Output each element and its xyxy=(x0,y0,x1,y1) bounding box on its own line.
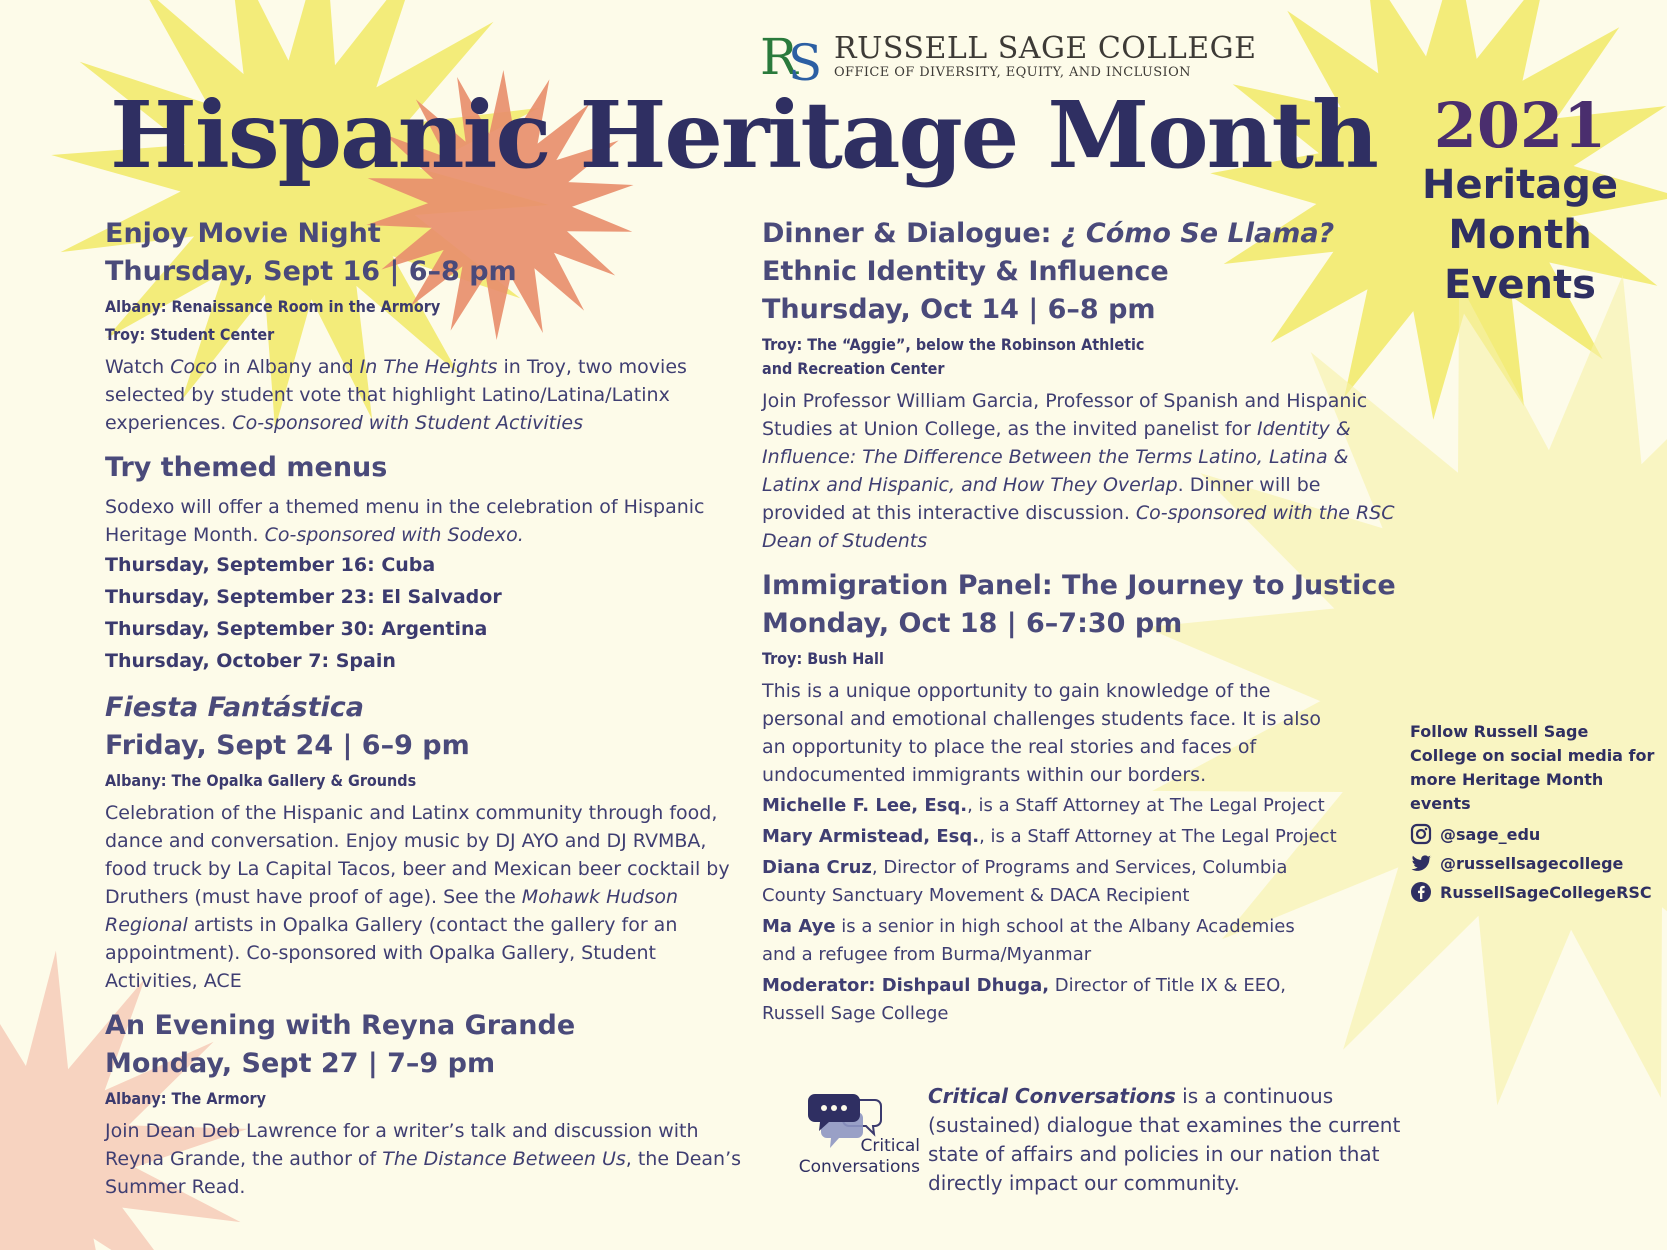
critical-conversations-logo-text xyxy=(780,1136,920,1178)
event-location: Troy: Bush Hall xyxy=(762,649,884,668)
panelist-name: Michelle F. Lee, Esq. xyxy=(762,795,968,816)
college-name: RUSSELL SAGE COLLEGE xyxy=(834,30,1257,66)
office-name: OFFICE OF DIVERSITY, EQUITY, AND INCLUSION xyxy=(834,64,1191,80)
event-date: Friday, Sept 24 | 6–9 pm xyxy=(105,730,470,761)
events-column-right xyxy=(762,215,1402,1040)
desc-text: in Troy, two movies selected by student vote that highlight Latino/Latina/Latinx experiences. xyxy=(105,356,687,434)
event-location: Albany: The Opalka Gallery & Grounds xyxy=(105,771,417,790)
event-location: Albany: The Armory xyxy=(105,1089,266,1108)
event-location: Albany: Renaissance Room in the Armory xyxy=(105,297,441,316)
panelist-role: Director of Title IX & EEO, Russell Sage College xyxy=(762,975,1286,1024)
desc-italic: In The Heights xyxy=(359,356,498,378)
panelist xyxy=(762,854,1352,910)
event-title: An Evening with Reyna Grande xyxy=(105,1010,576,1041)
events-column-left xyxy=(105,215,750,1213)
event-date: Monday, Oct 18 | 6–7:30 pm xyxy=(762,608,1183,639)
event-title: Fiesta Fantástica xyxy=(105,692,364,723)
event-date: Monday, Sept 27 | 7–9 pm xyxy=(105,1048,496,1079)
desc-text: . Dinner will be provided at this interactive discussion. xyxy=(762,474,1321,524)
panelist xyxy=(762,972,1322,1028)
logo-text xyxy=(834,30,1257,80)
college-logo xyxy=(760,28,1257,84)
desc-italic: The Distance Between Us xyxy=(382,1148,626,1170)
event-description: This is a unique opportunity to gain knowledge of the personal and emotional challenges students face. It is also an opportunity to place the real stories and faces of undocumented immigrants within our borders. xyxy=(762,680,1322,786)
desc-italic: Co-sponsored with Student Activities xyxy=(232,412,583,434)
page-title: Hispanic Heritage Month xyxy=(110,81,1377,189)
panelist xyxy=(762,823,1352,851)
desc-italic: Co-sponsored with Sodexo. xyxy=(264,524,524,546)
social-facebook[interactable] xyxy=(1410,881,1655,903)
menu-item: Thursday, September 16: Cuba xyxy=(105,554,436,576)
critical-conversations-logo xyxy=(780,1090,920,1178)
desc-italic: Identity & Influence: The Difference Between the Terms Latino, Latina & Latinx and Hispanic, and How They Overlap xyxy=(762,418,1351,496)
panelist-role: , Director of Programs and Services, Columbia County Sanctuary Movement & DACA Recipient xyxy=(762,857,1288,906)
title-italic: ¿ Cómo Se Llama? xyxy=(1060,218,1335,249)
social-twitter[interactable] xyxy=(1410,852,1655,874)
social-instagram[interactable] xyxy=(1410,823,1655,845)
badge-text: Heritage Month Events xyxy=(1422,162,1618,308)
event-description xyxy=(105,799,750,995)
twitter-handle[interactable]: @russellsagecollege xyxy=(1440,853,1624,873)
rs-monogram-icon xyxy=(760,28,824,84)
social-follow xyxy=(1410,720,1655,903)
badge-year: 2021 xyxy=(1433,89,1607,162)
panelist-name: Mary Armistead, Esq. xyxy=(762,826,980,847)
event-description xyxy=(105,353,750,437)
title-text: Dinner & Dialogue: xyxy=(762,218,1061,249)
program-name: Critical Conversations xyxy=(928,1084,1176,1108)
year-badge xyxy=(1410,89,1630,310)
desc-text: artists in Opalka Gallery (contact the gallery for an appointment). Co-sponsored with Opalka Gallery, Student Activities, ACE xyxy=(105,914,678,992)
logo-letter-r: R xyxy=(760,28,798,84)
desc-italic: Coco xyxy=(170,356,218,378)
logo-letter-s: S xyxy=(788,34,823,84)
program-desc: is a continuous (sustained) dialogue that examines the current state of affairs and policies in our nation that directly impact our community. xyxy=(928,1084,1401,1195)
desc-italic: Co-sponsored with the RSC Dean of Students xyxy=(762,502,1395,552)
desc-text: Sodexo will offer a themed menu in the celebration of Hispanic Heritage Month. xyxy=(105,496,705,546)
facebook-icon xyxy=(1410,881,1432,903)
desc-text: in Albany and xyxy=(217,356,360,378)
instagram-handle[interactable]: @sage_edu xyxy=(1440,824,1541,844)
desc-text: Watch xyxy=(105,356,171,378)
event-title xyxy=(762,215,1402,253)
menu-item: Thursday, September 30: Argentina xyxy=(105,618,488,640)
follow-text: Follow Russell Sage College on social media for more Heritage Month events xyxy=(1410,722,1655,813)
event-description xyxy=(105,493,750,549)
event-date: Thursday, Oct 14 | 6–8 pm xyxy=(762,294,1156,325)
event-themed-menus xyxy=(105,449,750,677)
desc-text: Join Dean Deb Lawrence for a writer’s talk and discussion with Reyna Grande, the author of xyxy=(105,1120,699,1170)
event-title: Try themed menus xyxy=(105,452,388,483)
event-title: Enjoy Movie Night xyxy=(105,218,381,249)
location-line: and Recreation Center xyxy=(762,359,945,378)
panelist-role: , is a Staff Attorney at The Legal Project xyxy=(979,826,1337,847)
panelist xyxy=(762,913,1322,969)
event-fiesta xyxy=(105,689,750,995)
panelist-role: is a senior in high school at the Albany Academies and a refugee from Burma/Myanmar xyxy=(762,916,1295,965)
logo-text-line: Conversations xyxy=(798,1157,920,1177)
menu-item: Thursday, October 7: Spain xyxy=(105,650,396,672)
event-date: Thursday, Sept 16 | 6–8 pm xyxy=(105,256,517,287)
logo-text-line: Critical xyxy=(860,1136,920,1156)
event-movie-night xyxy=(105,215,750,437)
event-immigration-panel xyxy=(762,567,1402,1028)
desc-text: , the Dean’s Summer Read. xyxy=(105,1148,742,1198)
panelist-name: Diana Cruz xyxy=(762,857,872,878)
panelist-name: Ma Aye xyxy=(762,916,836,937)
desc-text: Join Professor William Garcia, Professor of Spanish and Hispanic Studies at Union College, as the invited panelist for xyxy=(762,390,1368,440)
panelist-role: , is a Staff Attorney at The Legal Project xyxy=(967,795,1325,816)
desc-italic: Mohawk Hudson Regional xyxy=(105,886,679,936)
critical-conversations-description xyxy=(928,1082,1418,1198)
event-description xyxy=(105,1117,750,1201)
location-line: Troy: The “Aggie”, below the Robinson Athletic xyxy=(762,335,1145,354)
facebook-handle[interactable]: RussellSageCollegeRSC xyxy=(1440,882,1652,902)
panelist xyxy=(762,792,1352,820)
twitter-icon xyxy=(1410,852,1432,874)
instagram-icon xyxy=(1410,823,1432,845)
panelist-name: Moderator: Dishpaul Dhuga, xyxy=(762,975,1050,996)
event-location: Troy: Student Center xyxy=(105,325,275,344)
event-description xyxy=(762,387,1402,555)
event-location xyxy=(762,333,1402,381)
desc-text: Celebration of the Hispanic and Latinx community through food, dance and conversation. Enjoy music by DJ AYO and DJ RVMBA, food truck by La Capital Tacos, beer and Mexican beer cocktail by Druthers (must have proof of age). See the xyxy=(105,802,730,908)
event-dinner-dialogue xyxy=(762,215,1402,555)
event-title: Immigration Panel: The Journey to Justice xyxy=(762,570,1396,601)
event-reyna-grande xyxy=(105,1007,750,1201)
event-subtitle: Ethnic Identity & Influence xyxy=(762,256,1169,287)
menu-item: Thursday, September 23: El Salvador xyxy=(105,586,502,608)
